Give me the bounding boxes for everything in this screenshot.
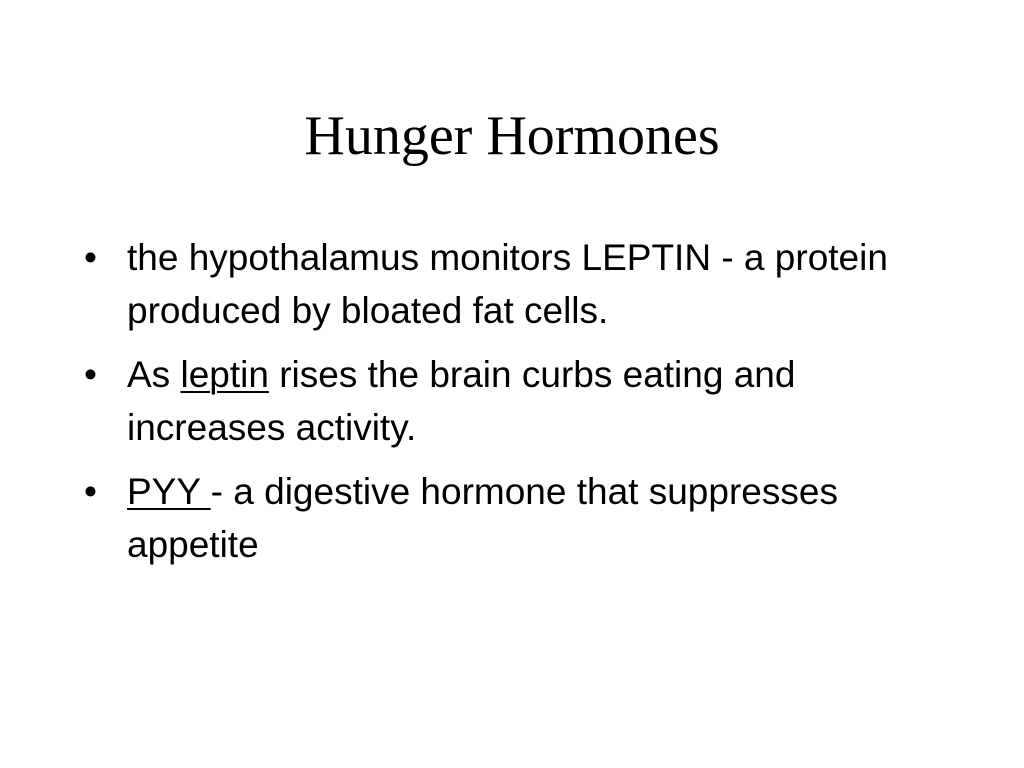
- bullet-text: the hypothalamus monitors LEPTIN - a protein produced by bloated fat cells.: [127, 237, 888, 331]
- bullet-text-suffix: rises the brain curbs eating and increases activity.: [127, 354, 796, 448]
- bullet-list: [84, 231, 944, 582]
- slide-title: Hunger Hormones: [304, 105, 720, 167]
- underlined-term-pyy: PYY: [127, 471, 211, 512]
- bullet-icon: •: [84, 237, 97, 278]
- bullet-icon: •: [84, 354, 97, 395]
- bullet-item-leptin-definition: [84, 231, 944, 337]
- bullet-item-leptin-effect: [84, 348, 944, 454]
- bullet-item-pyy: [84, 465, 944, 571]
- underlined-term-leptin: leptin: [180, 354, 269, 395]
- bullet-text-prefix: As: [127, 354, 181, 395]
- bullet-text-suffix: - a digestive hormone that suppresses appetite: [127, 471, 838, 565]
- bullet-icon: •: [84, 471, 97, 512]
